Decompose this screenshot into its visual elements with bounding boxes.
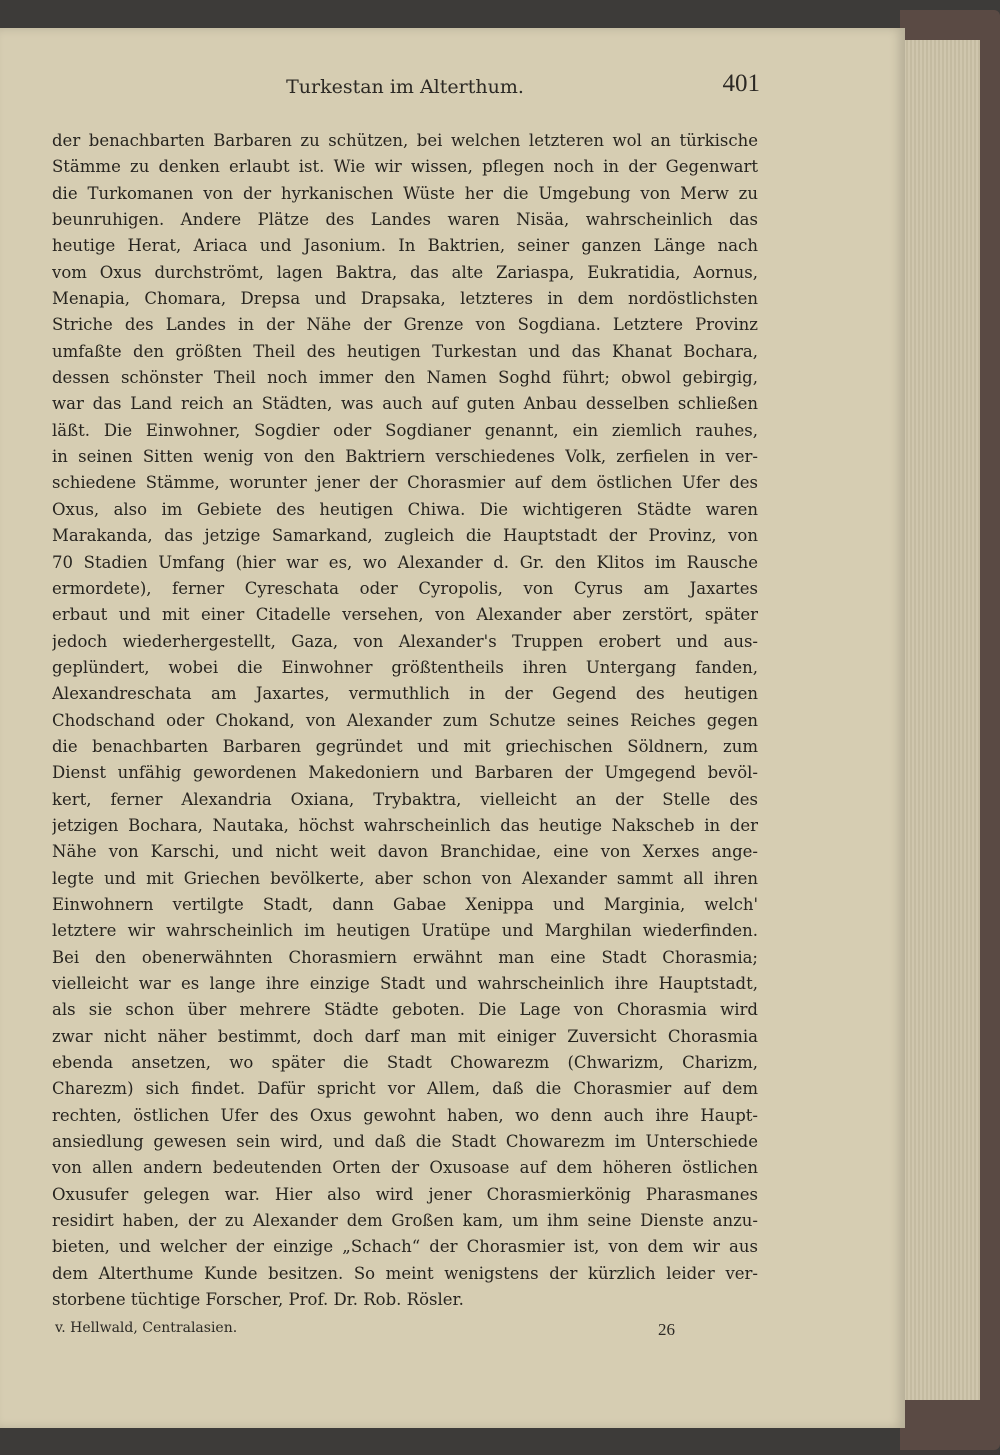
text-line: Bei den obenerwähnten Chorasmiern erwähnt man eine Stadt Chorasmia; [52, 947, 758, 967]
page-footer [55, 1320, 675, 1344]
text-line: Stämme zu denken erlaubt ist. Wie wir wissen, pflegen noch in der Gegenwart [52, 157, 758, 177]
text-line: ansiedlung gewesen sein wird, und daß die Stadt Chowarezm im Unterschiede [52, 1132, 758, 1152]
text-line: Dienst unfähig gewordenen Makedoniern und Barbaren der Umgegend bevöl- [52, 763, 758, 783]
text-line: kert, ferner Alexandria Oxiana, Trybaktra, vielleicht an der Stelle des [52, 789, 758, 809]
text-line: heutige Herat, Ariaca und Jasonium. In Baktrien, seiner ganzen Länge nach [52, 236, 758, 256]
body-text [52, 128, 758, 1313]
text-line: residirt haben, der zu Alexander dem Großen kam, um ihm seine Dienste anzu- [52, 1211, 758, 1231]
page-header [50, 70, 760, 110]
text-line: ebenda ansetzen, wo später die Stadt Chowarezm (Chwarizm, Charizm, [52, 1053, 758, 1073]
text-line: Marakanda, das jetzige Samarkand, zugleich die Hauptstadt der Provinz, von [52, 526, 758, 546]
text-line: als sie schon über mehrere Städte geboten. Die Lage von Chorasmia wird [52, 1000, 758, 1020]
text-line: die benachbarten Barbaren gegründet und mit griechischen Söldnern, zum [52, 736, 758, 756]
text-line: Oxus, also im Gebiete des heutigen Chiwa. Die wichtigeren Städte waren [52, 499, 758, 519]
text-line: jedoch wiederhergestellt, Gaza, von Alexander's Truppen erobert und aus- [52, 631, 758, 651]
text-line: bieten, und welcher der einzige „Schach“ der Chorasmier ist, von dem wir aus [52, 1237, 758, 1257]
text-line: Chodschand oder Chokand, von Alexander zum Schutze seines Reiches gegen [52, 710, 758, 730]
text-line: die Turkomanen von der hyrkanischen Wüste her die Umgebung von Merw zu [52, 183, 758, 203]
text-line: vielleicht war es lange ihre einzige Stadt und wahrscheinlich ihre Hauptstadt, [52, 974, 758, 993]
text-line: Charezm) sich findet. Dafür spricht vor Allem, daß die Chorasmier auf dem [52, 1079, 758, 1099]
text-line: erbaut und mit einer Citadelle versehen, von Alexander aber zerstört, später [52, 605, 758, 625]
text-line: beunruhigen. Andere Plätze des Landes waren Nisäa, wahrscheinlich das [52, 210, 758, 230]
sheet-number: 26 [658, 1320, 675, 1339]
text-line: vom Oxus durchströmt, lagen Baktra, das alte Zariaspa, Eukratidia, Aornus, [52, 262, 758, 282]
text-line: in seinen Sitten wenig von den Baktriern verschiedenes Volk, zerfielen in ver- [52, 447, 758, 467]
text-line: war das Land reich an Städten, was auch auf guten Anbau desselben schließen [52, 394, 758, 414]
text-line: Alexandreschata am Jaxartes, vermuthlich in der Gegend des heutigen [52, 684, 758, 704]
text-line: zwar nicht näher bestimmt, doch darf man mit einiger Zuversicht Chorasmia [52, 1026, 758, 1046]
page-number: 401 [722, 70, 760, 97]
text-line: Menapia, Chomara, Drepsa und Drapsaka, letzteres in dem nordöstlichsten [52, 289, 758, 309]
text-line: von allen andern bedeutenden Orten der Oxusoase auf dem höheren östlichen [52, 1158, 758, 1178]
text-line: Nähe von Karschi, und nicht weit davon Branchidae, eine von Xerxes ange- [52, 842, 758, 862]
text-line: umfaßte den größten Theil des heutigen Turkestan und das Khanat Bochara, [52, 341, 758, 361]
running-title: Turkestan im Alterthum. [286, 76, 524, 98]
text-line: rechten, östlichen Ufer des Oxus gewohnt haben, wo denn auch ihre Haupt- [52, 1105, 758, 1125]
text-line: 70 Stadien Umfang (hier war es, wo Alexander d. Gr. den Klitos im Rausche [52, 552, 758, 572]
text-line: legte und mit Griechen bevölkerte, aber schon von Alexander sammt all ihren [52, 868, 758, 888]
text-line: schiedene Stämme, worunter jener der Chorasmier auf dem östlichen Ufer des [52, 473, 758, 493]
text-line: storbene tüchtige Forscher, Prof. Dr. Rob. Rösler. [52, 1290, 464, 1310]
text-line: letztere wir wahrscheinlich im heutigen Uratüpe und Marghilan wiederfinden. [52, 921, 758, 941]
text-line: jetzigen Bochara, Nautaka, höchst wahrscheinlich das heutige Nakscheb in der [52, 815, 758, 835]
text-line: geplündert, wobei die Einwohner größtentheils ihren Untergang fanden, [52, 657, 758, 677]
text-line: dem Alterthume Kunde besitzen. So meint wenigstens der kürzlich leider ver- [52, 1263, 758, 1283]
signature-line: v. Hellwald, Centralasien. [55, 1320, 238, 1336]
text-line: der benachbarten Barbaren zu schützen, bei welchen letzteren wol an türkische [52, 131, 758, 150]
text-line: läßt. Die Einwohner, Sogdier oder Sogdianer genannt, ein ziemlich rauhes, [52, 420, 758, 440]
text-line: ermordete), ferner Cyreschata oder Cyropolis, von Cyrus am Jaxartes [52, 578, 758, 598]
text-line: Einwohnern vertilgte Stadt, dann Gabae Xenippa und Marginia, welch' [52, 894, 758, 914]
text-line: Oxusufer gelegen war. Hier also wird jener Chorasmierkönig Pharasmanes [52, 1184, 758, 1204]
text-line: Striche des Landes in der Nähe der Grenze von Sogdiana. Letztere Provinz [52, 315, 758, 335]
text-line: dessen schönster Theil noch immer den Namen Soghd führt; obwol gebirgig, [52, 368, 758, 388]
